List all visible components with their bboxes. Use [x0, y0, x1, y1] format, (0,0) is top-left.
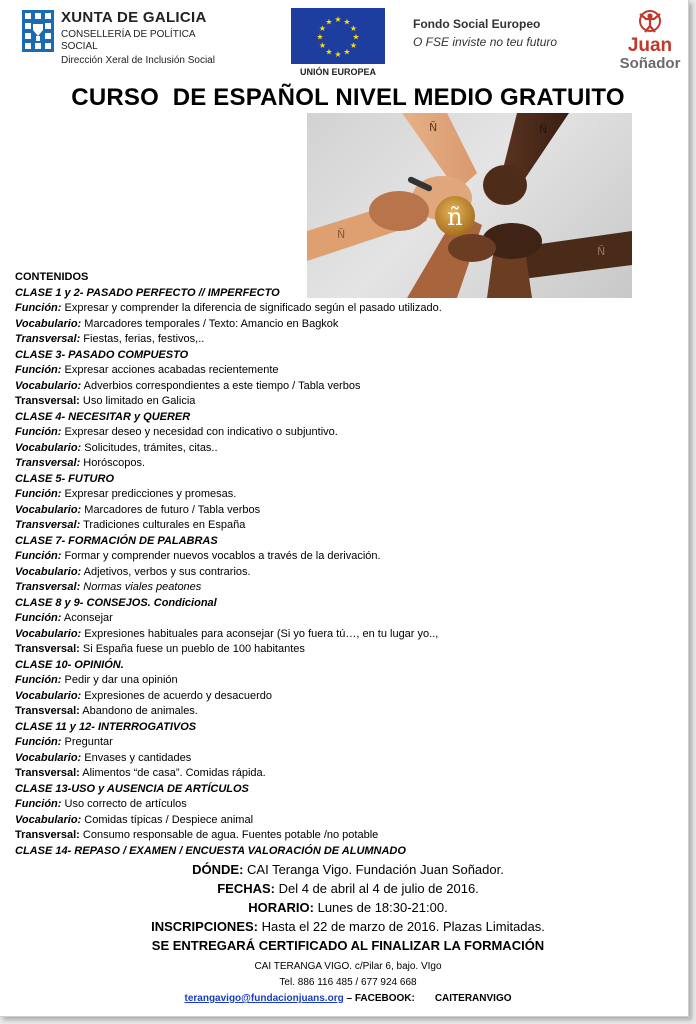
class-vocabulario	[15, 751, 615, 767]
transversal-text: Uso limitado en Galicia	[79, 395, 196, 407]
class-funcion	[15, 549, 615, 565]
inscripciones-label: INSCRIPCIONES:	[151, 919, 258, 934]
class-transversal	[15, 642, 615, 658]
svg-text:★: ★	[349, 24, 358, 33]
class-title: CLASE 7- FORMACIÓN DE PALABRAS	[15, 534, 218, 547]
class-title: CLASE 11 y 12- INTERROGATIVOS	[15, 720, 197, 733]
funcion-text: Preguntar	[61, 736, 113, 748]
inscripciones-line	[0, 917, 696, 936]
svg-text:★: ★	[318, 24, 327, 33]
transversal-text: Si España fuese un pueblo de 100 habitantes	[79, 643, 305, 655]
arm-letter-1: Ñ	[429, 121, 438, 134]
donde-label: DÓNDE:	[192, 862, 244, 877]
funcion-text: Aconsejar	[61, 612, 113, 624]
class-funcion	[15, 735, 615, 751]
vocabulario-label: Vocabulario:	[15, 379, 82, 392]
juan-sonador-line1: Juan	[627, 35, 673, 56]
funcion-text: Expresar acciones acabadas recientemente	[61, 364, 279, 376]
transversal-text: Alimentos “de casa”. Comidas rápida.	[79, 767, 266, 779]
funcion-text: Expresar y comprender la diferencia de significado según el pasado utilizado.	[61, 302, 442, 314]
donde-line	[0, 860, 696, 879]
svg-text:★: ★	[318, 41, 327, 50]
fse-slogan: O FSE inviste no teu futuro	[413, 35, 558, 49]
fse-title: Fondo Social Europeo	[413, 17, 541, 31]
class-block	[15, 596, 615, 658]
class-block	[15, 658, 615, 720]
class-transversal	[15, 456, 615, 472]
transversal-label: Transversal:	[15, 333, 81, 345]
course-contents	[15, 270, 615, 859]
class-vocabulario	[15, 813, 615, 829]
facebook-label: – FACEBOOK:	[343, 993, 415, 1004]
contents-heading: CONTENIDOS	[15, 271, 89, 283]
arm-letter-2: Ñ	[539, 123, 548, 136]
vocabulario-text: Adjetivos, verbos y sus contrarios.	[81, 565, 251, 578]
class-block	[15, 472, 615, 534]
eu-label: UNIÓN EUROPEA	[299, 67, 376, 77]
page-title: CURSO DE ESPAÑOL NIVEL MEDIO GRATUITO	[71, 84, 625, 111]
vocabulario-label: Vocabulario:	[15, 813, 82, 826]
funcion-text: Pedir y dar una opinión	[61, 674, 178, 686]
funcion-text: Uso correcto de artículos	[61, 798, 187, 810]
funcion-label: Función:	[15, 488, 62, 500]
vocabulario-text: Marcadores de futuro / Tabla verbos	[81, 503, 261, 516]
svg-text:★: ★	[325, 17, 333, 27]
class-transversal	[15, 704, 615, 720]
class-transversal	[15, 766, 615, 782]
funcion-label: Función:	[15, 426, 62, 438]
class-vocabulario	[15, 503, 615, 519]
class-funcion	[15, 425, 615, 441]
xunta-department	[61, 29, 196, 53]
class-block	[15, 286, 615, 348]
header-logos	[0, 0, 688, 80]
class-transversal	[15, 828, 615, 844]
class-funcion	[15, 487, 615, 503]
vocabulario-label: Vocabulario:	[15, 627, 82, 640]
class-transversal	[15, 332, 615, 348]
funcion-label: Función:	[15, 612, 62, 624]
transversal-text: Consumo responsable de agua. Fuentes potable /no potable	[79, 829, 379, 841]
donde-value: CAI Teranga Vigo. Fundación Juan Soñador.	[243, 862, 504, 877]
class-vocabulario	[15, 441, 615, 457]
class-title: CLASE 1 y 2- PASADO PERFECTO // IMPERFECTO	[15, 286, 280, 299]
vocabulario-label: Vocabulario:	[15, 751, 82, 764]
transversal-text: Horóscopos.	[80, 457, 146, 469]
class-title: CLASE 4- NECESITAR y QUERER	[15, 410, 191, 423]
inscripciones-value: Hasta el 22 de marzo de 2016. Plazas Limitadas.	[258, 919, 545, 934]
vocabulario-label: Vocabulario:	[15, 441, 82, 454]
transversal-label: Transversal:	[15, 705, 80, 717]
xunta-logo-icon	[22, 10, 54, 52]
svg-text:★: ★	[343, 17, 351, 27]
fechas-label: FECHAS:	[217, 881, 275, 896]
class-vocabulario	[15, 317, 615, 333]
class-block	[15, 782, 615, 844]
arm-letter-4: Ñ	[597, 245, 606, 258]
funcion-label: Función:	[15, 364, 62, 376]
vocabulario-label: Vocabulario:	[15, 689, 82, 702]
eu-flag-icon	[291, 8, 385, 64]
juan-sonador-logo	[612, 6, 688, 76]
class-transversal	[15, 518, 615, 534]
class-vocabulario	[15, 627, 615, 643]
class-funcion	[15, 797, 615, 813]
class-title: CLASE 10- OPINIÓN.	[15, 658, 124, 671]
class-title: CLASE 8 y 9- CONSEJOS. Condicional	[15, 596, 217, 609]
class-funcion	[15, 611, 615, 627]
funcion-label: Función:	[15, 674, 62, 686]
svg-text:★: ★	[334, 15, 342, 24]
funcion-text: Formar y comprender nuevos vocablos a través de la derivación.	[61, 550, 381, 562]
certificado-text: SE ENTREGARÁ CERTIFICADO AL FINALIZAR LA FORMACIÓN	[151, 938, 545, 953]
funcion-label: Función:	[15, 550, 62, 562]
transversal-text: Fiestas, ferias, festivos,..	[80, 333, 205, 345]
vocabulario-text: Marcadores temporales / Texto: Amancio en Bagkok	[81, 317, 339, 330]
vocabulario-text: Adverbios correspondientes a este tiempo / Tabla verbos	[81, 379, 361, 392]
class-funcion	[15, 673, 615, 689]
class-list	[15, 286, 615, 844]
transversal-label: Transversal:	[15, 395, 80, 407]
class-block	[15, 720, 615, 782]
class-title: CLASE 13-USO y AUSENCIA DE ARTÍCULOS	[15, 782, 249, 795]
final-class-title: CLASE 14- REPASO / EXAMEN / ENCUESTA VALORACIÓN DE ALUMNADO	[15, 844, 406, 857]
class-block	[15, 348, 615, 410]
class-funcion	[15, 301, 615, 317]
funcion-label: Función:	[15, 302, 62, 314]
photo-badge-letter: ñ	[447, 203, 463, 231]
funcion-text: Expresar deseo y necesidad con indicativo o subjuntivo.	[61, 426, 338, 438]
svg-text:★: ★	[349, 41, 358, 50]
class-title: CLASE 5- FUTURO	[15, 472, 114, 485]
svg-text:★: ★	[352, 32, 360, 42]
vocabulario-text: Solicitudes, trámites, citas..	[81, 441, 218, 454]
vocabulario-text: Expresiones de acuerdo y desacuerdo	[81, 689, 273, 702]
transversal-label: Transversal:	[15, 581, 81, 593]
transversal-text: Tradiciones culturales en España	[80, 519, 246, 531]
transversal-label: Transversal:	[15, 767, 80, 779]
arm-letter-3: Ñ	[337, 228, 346, 241]
class-vocabulario	[15, 565, 615, 581]
xunta-line2: SOCIAL	[61, 41, 98, 52]
class-vocabulario	[15, 379, 615, 395]
vocabulario-text: Expresiones habituales para aconsejar (Si yo fuera tú…, en tu lugar yo..,	[81, 627, 439, 640]
xunta-name: XUNTA DE GALICIA	[61, 9, 207, 26]
transversal-label: Transversal:	[15, 519, 81, 531]
email-link[interactable]: terangavigo@fundacionjuans.org	[184, 993, 344, 1004]
class-block	[15, 410, 615, 472]
phone-line: Tel. 886 116 485 / 677 924 668	[279, 977, 417, 988]
juan-sonador-line2: Soñador	[619, 55, 681, 72]
transversal-label: Transversal:	[15, 457, 81, 469]
class-transversal	[15, 394, 615, 410]
certificado-line	[0, 936, 696, 955]
funcion-label: Función:	[15, 736, 62, 748]
horario-line	[0, 898, 696, 917]
vocabulario-label: Vocabulario:	[15, 317, 82, 330]
transversal-label: Transversal:	[15, 829, 80, 841]
xunta-line1: CONSELLERÍA DE POLÍTICA	[61, 29, 196, 40]
jumping-figure-icon	[632, 8, 668, 38]
svg-text:★: ★	[343, 47, 351, 57]
course-footer	[0, 860, 696, 1007]
horario-label: HORARIO:	[248, 900, 314, 915]
transversal-label: Transversal:	[15, 643, 80, 655]
horario-value: Lunes de 18:30-21:00.	[313, 900, 448, 915]
transversal-text: Abandono de animales.	[79, 705, 198, 717]
contact-line	[0, 991, 696, 1007]
svg-text:★: ★	[325, 47, 333, 57]
facebook-handle: CAITERANVIGO	[434, 993, 512, 1004]
fechas-line	[0, 879, 696, 898]
class-block	[15, 534, 615, 596]
xunta-line3: Dirección Xeral de Inclusión Social	[61, 55, 215, 66]
fechas-value: Del 4 de abril al 4 de julio de 2016.	[274, 881, 479, 896]
vocabulario-label: Vocabulario:	[15, 503, 82, 516]
vocabulario-text: Envases y cantidades	[81, 751, 192, 764]
address-line: CAI TERANGA VIGO. c/Pilar 6, bajo. VIgo	[254, 961, 442, 972]
funcion-label: Función:	[15, 798, 62, 810]
funcion-text: Expresar predicciones y promesas.	[61, 488, 237, 500]
class-funcion	[15, 363, 615, 379]
vocabulario-label: Vocabulario:	[15, 565, 82, 578]
class-vocabulario	[15, 689, 615, 705]
transversal-text: Normas viales peatones	[80, 581, 202, 593]
class-transversal	[15, 580, 615, 596]
vocabulario-text: Comidas típicas / Despiece animal	[81, 813, 254, 826]
class-title: CLASE 3- PASADO COMPUESTO	[15, 348, 189, 361]
svg-text:★: ★	[334, 50, 342, 59]
svg-text:★: ★	[316, 32, 324, 42]
